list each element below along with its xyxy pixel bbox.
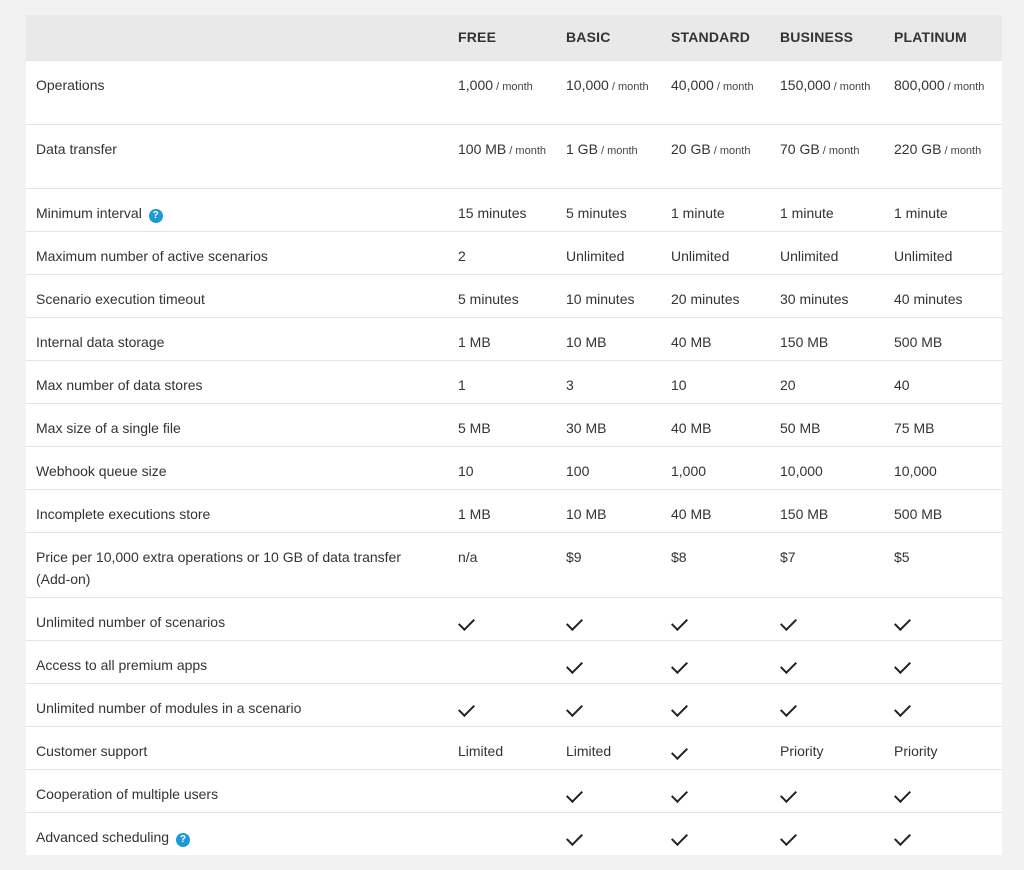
cell-value: 3: [566, 376, 574, 393]
cell-platinum: [884, 769, 1002, 812]
checkmark-icon: [671, 614, 688, 631]
cell-unit: / month: [830, 80, 871, 93]
help-icon[interactable]: ?: [176, 833, 190, 847]
table-row: [26, 769, 1002, 812]
cell-unit: / month: [710, 144, 751, 157]
cell-value: Priority: [780, 742, 824, 759]
cell-business: [770, 532, 884, 597]
feature-label-text: Unlimited number of scenarios: [36, 613, 226, 630]
feature-label-text: Cooperation of multiple users: [36, 785, 219, 802]
checkmark-icon: [780, 614, 797, 631]
cell-value: 800,000: [894, 76, 945, 93]
checkmark-icon: [894, 700, 911, 717]
table-row: [26, 274, 1002, 317]
cell-unit: / month: [608, 80, 649, 93]
checkmark-icon: [566, 786, 583, 803]
table-row: [26, 640, 1002, 683]
table-row: [26, 403, 1002, 446]
header-plan-free: FREE: [458, 29, 497, 46]
cell-business: [770, 360, 884, 403]
cell-platinum: [884, 597, 1002, 640]
cell-value: $7: [780, 548, 796, 565]
cell-value: 220 GB: [894, 140, 942, 157]
help-icon[interactable]: ?: [149, 209, 163, 223]
feature-label: [26, 60, 448, 124]
table-row: [26, 683, 1002, 726]
cell-value: $8: [671, 548, 687, 565]
checkmark-icon: [566, 614, 583, 631]
cell-value: 10: [671, 376, 687, 393]
checkmark-icon: [780, 786, 797, 803]
cell-value: Unlimited: [671, 247, 730, 264]
cell-free: [448, 231, 556, 274]
cell-standard: [661, 188, 770, 231]
table-row: [26, 124, 1002, 188]
feature-label-text: Incomplete executions store: [36, 505, 211, 522]
table-row: [26, 60, 1002, 124]
feature-label-text: Customer support: [36, 742, 148, 759]
cell-business: [770, 124, 884, 188]
cell-value: Unlimited: [894, 247, 953, 264]
feature-label-text: Max size of a single file: [36, 419, 181, 436]
cell-platinum: [884, 60, 1002, 124]
feature-label-text: Scenario execution timeout: [36, 290, 205, 307]
feature-label: [26, 360, 448, 403]
cell-free: [448, 683, 556, 726]
feature-label: [26, 446, 448, 489]
cell-free: [448, 60, 556, 124]
cell-business: [770, 726, 884, 769]
feature-label: [26, 812, 448, 855]
cell-business: [770, 317, 884, 360]
checkmark-icon: [566, 657, 583, 674]
cell-platinum: [884, 231, 1002, 274]
cell-standard: [661, 683, 770, 726]
cell-value: 10,000: [566, 76, 609, 93]
cell-business: [770, 769, 884, 812]
cell-business: [770, 812, 884, 855]
cell-value: 1 MB: [458, 505, 491, 522]
cell-value: 5 minutes: [566, 204, 627, 221]
cell-value: 5 minutes: [458, 290, 519, 307]
cell-value: 15 minutes: [458, 204, 527, 221]
cell-value: 10 MB: [566, 505, 607, 522]
cell-value: Limited: [458, 742, 504, 759]
cell-basic: [556, 360, 661, 403]
cell-unit: / month: [713, 80, 754, 93]
cell-basic: [556, 446, 661, 489]
cell-free: [448, 360, 556, 403]
cell-free: [448, 188, 556, 231]
cell-free: [448, 640, 556, 683]
cell-unit: / month: [493, 80, 533, 93]
cell-value: 10: [458, 462, 474, 479]
checkmark-icon: [566, 700, 583, 717]
feature-label-text: Maximum number of active scenarios: [36, 247, 268, 264]
cell-free: [448, 317, 556, 360]
checkmark-icon: [671, 829, 688, 846]
feature-label-text: Operations: [36, 76, 105, 93]
cell-value: 50 MB: [780, 419, 821, 436]
feature-label-text: Price per 10,000 extra operations or 10 GB of data transfer (Add-on): [36, 548, 401, 587]
feature-label: [26, 489, 448, 532]
cell-value: 75 MB: [894, 419, 935, 436]
cell-business: [770, 188, 884, 231]
table-row: [26, 317, 1002, 360]
cell-free: [448, 489, 556, 532]
cell-value: 10,000: [894, 462, 937, 479]
cell-value: $5: [894, 548, 910, 565]
cell-standard: [661, 769, 770, 812]
feature-label: [26, 403, 448, 446]
feature-label-text: Webhook queue size: [36, 462, 167, 479]
cell-basic: [556, 188, 661, 231]
cell-platinum: [884, 489, 1002, 532]
checkmark-icon: [780, 829, 797, 846]
cell-value: 40,000: [671, 76, 714, 93]
cell-basic: [556, 683, 661, 726]
cell-standard: [661, 317, 770, 360]
cell-value: 1 minute: [780, 204, 834, 221]
cell-value: 10 MB: [566, 333, 607, 350]
feature-label: [26, 124, 448, 188]
cell-standard: [661, 124, 770, 188]
cell-standard: [661, 597, 770, 640]
checkmark-icon: [894, 786, 911, 803]
checkmark-icon: [671, 743, 688, 760]
table-row: [26, 726, 1002, 769]
cell-free: [448, 124, 556, 188]
feature-label-text: Max number of data stores: [36, 376, 203, 393]
cell-standard: [661, 231, 770, 274]
cell-business: [770, 683, 884, 726]
checkmark-icon: [671, 700, 688, 717]
cell-business: [770, 60, 884, 124]
cell-value: 1,000: [671, 462, 707, 479]
cell-value: 1 GB: [566, 140, 598, 157]
feature-label-text: Access to all premium apps: [36, 656, 208, 673]
cell-value: 150 MB: [780, 333, 829, 350]
table-row: [26, 812, 1002, 855]
cell-unit: / month: [941, 144, 982, 157]
cell-value: 20 GB: [671, 140, 711, 157]
cell-unit: / month: [597, 144, 638, 157]
cell-value: 1 minute: [894, 204, 948, 221]
cell-value: 40 MB: [671, 333, 712, 350]
cell-basic: [556, 231, 661, 274]
header-feature: [26, 15, 448, 60]
cell-unit: / month: [506, 144, 546, 157]
cell-basic: [556, 274, 661, 317]
cell-value: 100: [566, 462, 590, 479]
checkmark-icon: [671, 657, 688, 674]
feature-label-text: Advanced scheduling: [36, 828, 170, 845]
cell-platinum: [884, 403, 1002, 446]
cell-value: 1,000: [458, 76, 494, 93]
cell-standard: [661, 812, 770, 855]
checkmark-icon: [894, 657, 911, 674]
cell-value: 500 MB: [894, 505, 943, 522]
cell-free: [448, 403, 556, 446]
cell-standard: [661, 403, 770, 446]
checkmark-icon: [780, 700, 797, 717]
cell-platinum: [884, 124, 1002, 188]
cell-value: Priority: [894, 742, 938, 759]
table-row: [26, 532, 1002, 597]
feature-label: [26, 769, 448, 812]
cell-free: [448, 769, 556, 812]
table-row: [26, 489, 1002, 532]
cell-platinum: [884, 640, 1002, 683]
feature-label: [26, 231, 448, 274]
cell-business: [770, 403, 884, 446]
cell-platinum: [884, 360, 1002, 403]
cell-value: 2: [458, 247, 466, 264]
cell-platinum: [884, 274, 1002, 317]
checkmark-icon: [566, 829, 583, 846]
header-plan-platinum: PLATINUM: [894, 29, 967, 46]
cell-value: 40 minutes: [894, 290, 963, 307]
cell-value: 30 MB: [566, 419, 607, 436]
cell-value: 70 GB: [780, 140, 820, 157]
feature-label-text: Minimum interval: [36, 204, 142, 221]
cell-business: [770, 489, 884, 532]
table-row: [26, 446, 1002, 489]
header-plan-basic: BASIC: [566, 29, 611, 46]
cell-basic: [556, 597, 661, 640]
feature-label-text: Data transfer: [36, 140, 117, 157]
checkmark-icon: [458, 614, 475, 631]
table-row: [26, 231, 1002, 274]
cell-business: [770, 640, 884, 683]
cell-standard: [661, 726, 770, 769]
table-row: [26, 360, 1002, 403]
cell-value: 1 MB: [458, 333, 491, 350]
cell-basic: [556, 124, 661, 188]
header-plan-business: BUSINESS: [780, 29, 854, 46]
cell-unit: / month: [819, 144, 860, 157]
cell-standard: [661, 640, 770, 683]
cell-value: 10,000: [780, 462, 823, 479]
checkmark-icon: [780, 657, 797, 674]
cell-standard: [661, 60, 770, 124]
cell-basic: [556, 403, 661, 446]
feature-label-text: Internal data storage: [36, 333, 165, 350]
cell-basic: [556, 812, 661, 855]
cell-value: 40 MB: [671, 505, 712, 522]
feature-label-text: Unlimited number of modules in a scenario: [36, 699, 302, 716]
cell-platinum: [884, 446, 1002, 489]
checkmark-icon: [458, 700, 475, 717]
cell-basic: [556, 640, 661, 683]
cell-value: 10 minutes: [566, 290, 635, 307]
feature-label: [26, 640, 448, 683]
cell-business: [770, 597, 884, 640]
cell-free: [448, 274, 556, 317]
cell-value: $9: [566, 548, 582, 565]
feature-label: [26, 188, 448, 231]
cell-platinum: [884, 726, 1002, 769]
cell-value: 500 MB: [894, 333, 943, 350]
cell-basic: [556, 60, 661, 124]
cell-free: [448, 812, 556, 855]
cell-platinum: [884, 532, 1002, 597]
cell-free: [448, 597, 556, 640]
cell-value: 40 MB: [671, 419, 712, 436]
cell-platinum: [884, 683, 1002, 726]
cell-value: 20 minutes: [671, 290, 740, 307]
feature-label: [26, 274, 448, 317]
cell-free: [448, 446, 556, 489]
cell-platinum: [884, 812, 1002, 855]
cell-value: 30 minutes: [780, 290, 849, 307]
cell-value: n/a: [458, 548, 478, 565]
feature-label: [26, 597, 448, 640]
pricing-comparison-table: [26, 15, 1002, 855]
cell-basic: [556, 726, 661, 769]
cell-basic: [556, 532, 661, 597]
cell-basic: [556, 769, 661, 812]
cell-basic: [556, 317, 661, 360]
feature-label: [26, 532, 448, 597]
cell-platinum: [884, 317, 1002, 360]
cell-standard: [661, 446, 770, 489]
checkmark-icon: [894, 614, 911, 631]
checkmark-icon: [671, 786, 688, 803]
cell-standard: [661, 274, 770, 317]
cell-value: 1: [458, 376, 466, 393]
cell-value: Unlimited: [780, 247, 839, 264]
cell-standard: [661, 360, 770, 403]
cell-value: 100 MB: [458, 140, 507, 157]
cell-value: 40: [894, 376, 910, 393]
cell-value: Limited: [566, 742, 612, 759]
cell-value: 1 minute: [671, 204, 725, 221]
cell-value: 20: [780, 376, 796, 393]
table-header-row: [26, 15, 1002, 60]
cell-free: [448, 726, 556, 769]
cell-value: 150 MB: [780, 505, 829, 522]
cell-basic: [556, 489, 661, 532]
feature-label: [26, 726, 448, 769]
checkmark-icon: [894, 829, 911, 846]
cell-standard: [661, 532, 770, 597]
feature-label: [26, 683, 448, 726]
cell-standard: [661, 489, 770, 532]
cell-business: [770, 446, 884, 489]
pricing-comparison-card: [26, 15, 1002, 855]
cell-value: Unlimited: [566, 247, 625, 264]
table-row: [26, 188, 1002, 231]
cell-business: [770, 231, 884, 274]
cell-business: [770, 274, 884, 317]
header-plan-standard: STANDARD: [671, 29, 751, 46]
feature-label: [26, 317, 448, 360]
cell-value: 5 MB: [458, 419, 491, 436]
cell-value: 150,000: [780, 76, 831, 93]
cell-platinum: [884, 188, 1002, 231]
cell-unit: / month: [944, 80, 985, 93]
cell-free: [448, 532, 556, 597]
table-row: [26, 597, 1002, 640]
